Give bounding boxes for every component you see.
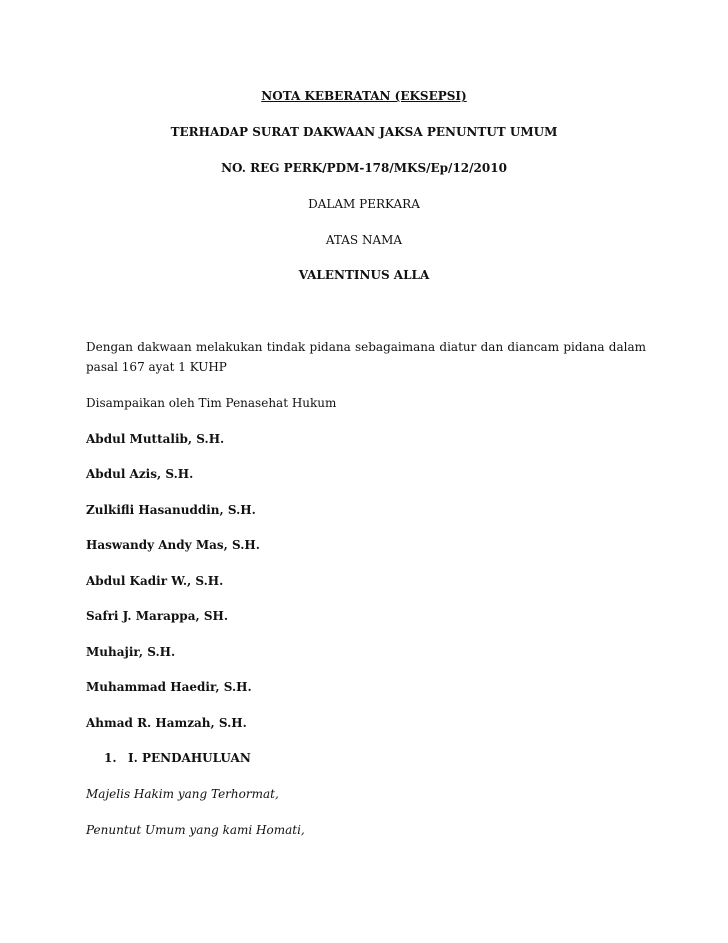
document-title: NOTA KEBERATAN (EKSEPSI) — [261, 89, 467, 103]
counsel-name: Safri J. Marappa, SH. — [86, 609, 229, 623]
counsel-name: Ahmad R. Hamzah, S.H. — [86, 716, 247, 730]
submitted-by-line: Disampaikan oleh Tim Penasehat Hukum — [86, 396, 337, 410]
counsel-name: Abdul Kadir W., S.H. — [86, 574, 224, 588]
section-heading — [104, 750, 251, 766]
defendant-name: VALENTINUS ALLA — [298, 268, 430, 282]
dalam-perkara-label: DALAM PERKARA — [308, 197, 420, 211]
section-title: I. PENDAHULUAN — [128, 751, 251, 765]
salutation-judges: Majelis Hakim yang Terhormat, — [86, 787, 279, 801]
document-subtitle: TERHADAP SURAT DAKWAAN JAKSA PENUNTUT UMUM — [170, 125, 558, 139]
section-number: 1. — [104, 751, 117, 765]
charge-paragraph: Dengan dakwaan melakukan tindak pidana sebagaimana diatur dan diancam pidana dalam pasal 167 ayat 1 KUHP — [86, 340, 646, 374]
registration-number: NO. REG PERK/PDM-178/MKS/Ep/12/2010 — [221, 161, 507, 175]
counsel-name: Zulkifli Hasanuddin, S.H. — [86, 503, 256, 517]
counsel-name: Muhammad Haedir, S.H. — [86, 680, 252, 694]
counsel-name: Muhajir, S.H. — [86, 645, 176, 659]
counsel-name: Haswandy Andy Mas, S.H. — [86, 538, 260, 552]
atas-nama-label: ATAS NAMA — [325, 233, 403, 247]
salutation-prosecutor: Penuntut Umum yang kami Homati, — [86, 823, 305, 837]
counsel-name: Abdul Muttalib, S.H. — [86, 432, 225, 446]
counsel-name: Abdul Azis, S.H. — [86, 467, 194, 481]
